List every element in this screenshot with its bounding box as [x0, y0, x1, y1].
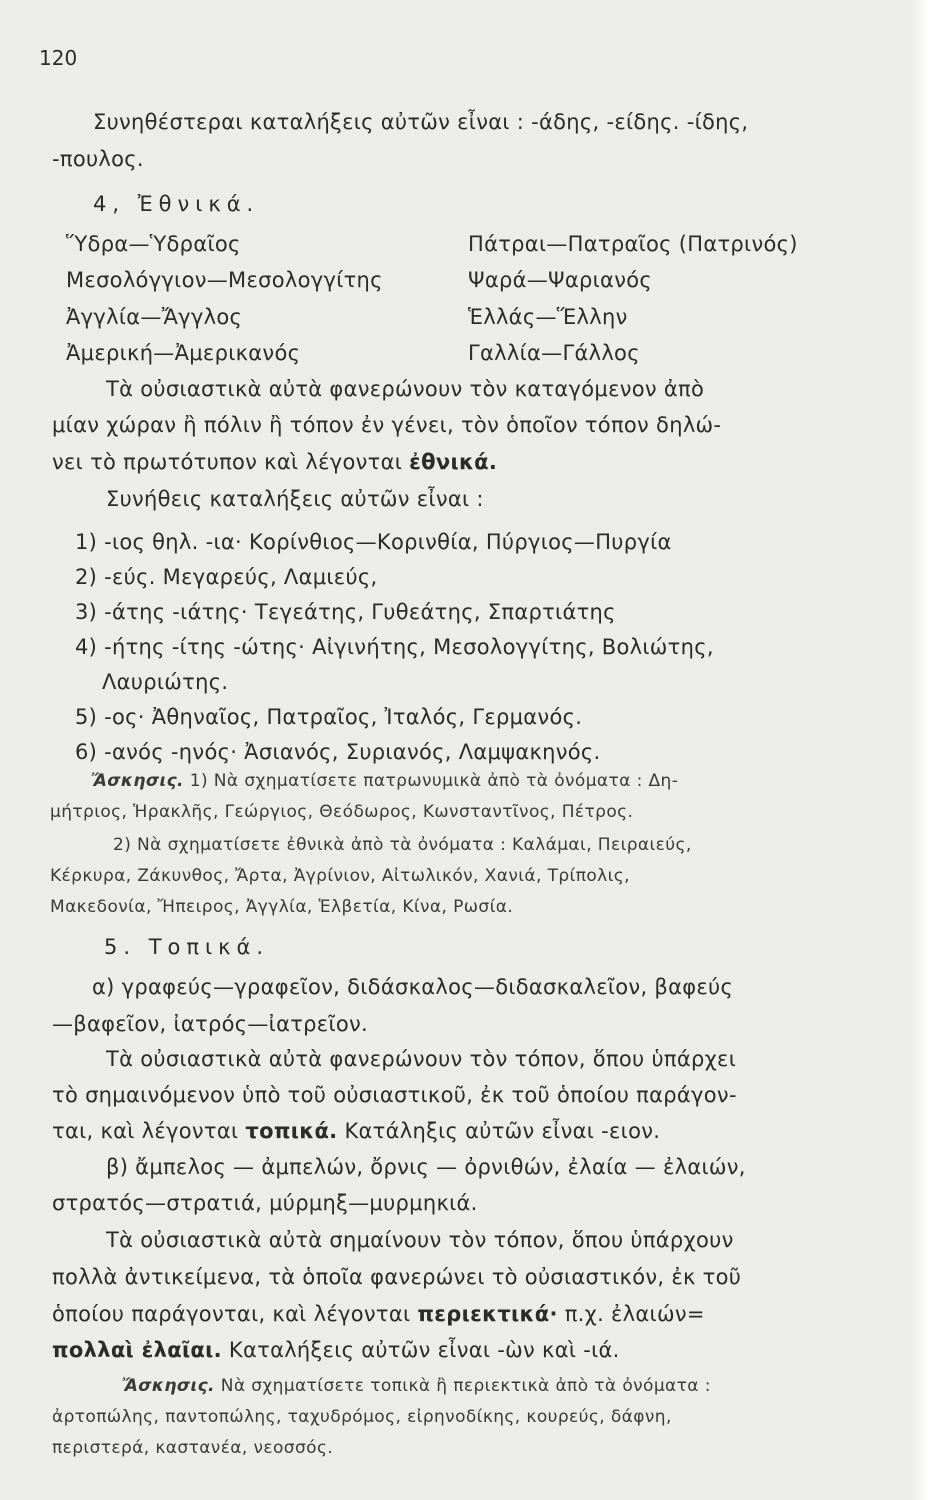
- section-heading-ethnika: 4, Ἐθνικά.: [93, 192, 260, 216]
- endings-intro: Συνήθεις καταλήξεις αὐτῶν εἶναι :: [106, 487, 484, 511]
- topika-exercise-line-1: [122, 1374, 711, 1398]
- topika-para2-l4-post: Καταλήξεις αὐτῶν εἶναι -ὼν καὶ -ιά.: [228, 1338, 620, 1362]
- topika-a-line-1: α) γραφεύς—γραφεῖον, διδάσκαλος—διδασκαλεῖον, βαφεύς: [92, 975, 734, 999]
- topika-a-line-2: —βαφεῖον, ἰατρός—ἰατρεῖον.: [52, 1012, 369, 1036]
- page-number: 120: [39, 46, 78, 70]
- ending-3: 3) -άτης -ιάτης· Τεγεάτης, Γυθεάτης, Σπαρτιάτης: [75, 600, 616, 624]
- topika-para2-line-1: Τὰ οὐσιαστικὰ αὐτὰ σημαίνουν τὸν τόπον, ὅπου ὑπάρχουν: [106, 1228, 734, 1252]
- section-heading-topika: 5. Τοπικά.: [104, 935, 270, 959]
- ending-6: 6) -ανός -ηνός· Ἀσιανός, Συριανός, Λαμψακηνός.: [75, 740, 601, 764]
- topika-para2-line-4: [52, 1336, 620, 1364]
- topika-para2-l4-bold: πολλαὶ ἐλαῖαι.: [52, 1338, 222, 1362]
- topika-para2-line-2: πολλὰ ἀντικείμενα, τὰ ὁποῖα φανερώνει τὸ οὐσιαστικόν, ἐκ τοῦ: [52, 1265, 742, 1289]
- topika-para1-line-3: [52, 1117, 660, 1145]
- exercise-line-3: 2) Νὰ σχηματίσετε ἐθνικὰ ἀπὸ τὰ ὀνόματα : Καλάμαι, Πειραιεύς,: [113, 835, 692, 855]
- topika-para1-post: Κατάληξις αὐτῶν εἶναι -ειον.: [344, 1119, 661, 1143]
- topika-para2-line-3: [52, 1300, 705, 1328]
- term-periektika: περιεκτικά·: [417, 1302, 558, 1326]
- pair-right-4: Γαλλία—Γάλλος: [468, 341, 640, 365]
- pair-left-2: Μεσολόγγιον—Μεσολογγίτης: [66, 268, 383, 292]
- pair-right-3: Ἑλλάς—Ἕλλην: [468, 305, 628, 329]
- ending-2: 2) -εύς. Μεγαρεύς, Λαμιεύς,: [75, 565, 378, 589]
- topika-exercise-text-1: Νὰ σχηματίσετε τοπικὰ ἢ περιεκτικὰ ἀπὸ τὰ ὀνόματα :: [220, 1376, 711, 1396]
- ending-4-cont: Λαυριώτης.: [102, 670, 229, 694]
- topika-exercise-label: Ἄσκησις.: [122, 1376, 215, 1396]
- term-ethnika: ἐθνικά.: [409, 450, 498, 474]
- topika-para1-line-2: τὸ σημαινόμενον ὑπὸ τοῦ οὐσιαστικοῦ, ἐκ τοῦ ὁποίου παράγον-: [52, 1083, 737, 1107]
- term-topika: τοπικά.: [245, 1119, 338, 1143]
- intro-line-2: -πουλος.: [52, 147, 144, 171]
- topika-para2-pre: ὁποίου παράγονται, καὶ λέγονται: [52, 1302, 411, 1326]
- ethnika-para-line-3: [52, 448, 497, 476]
- exercise-line-5: Μακεδονία, Ἤπειρος, Ἀγγλία, Ἑλβετία, Κίνα, Ρωσία.: [50, 897, 514, 917]
- ethnika-para-line-2: μίαν χώραν ἢ πόλιν ἢ τόπον ἐν γένει, τὸν ὁποῖον τόπον δηλώ-: [52, 413, 722, 437]
- ethnika-para-line-1: Τὰ οὐσιαστικὰ αὐτὰ φανερώνουν τὸν καταγόμενον ἀπὸ: [106, 377, 705, 401]
- exercise-line-1: [91, 769, 678, 793]
- topika-exercise-line-2: ἀρτοπώλης, παντοπώλης, ταχυδρόμος, εἰρηνοδίκης, κουρεύς, δάφνη,: [52, 1407, 672, 1427]
- intro-line-1: Συνηθέστεραι καταλήξεις αὐτῶν εἶναι : -άδης, -είδης. -ίδης,: [93, 110, 749, 134]
- ending-1: 1) -ιος θηλ. -ια· Κορίνθιος—Κορινθία, Πύργιος—Πυργία: [75, 530, 672, 554]
- topika-exercise-line-3: περιστερά, καστανέα, νεοσσός.: [52, 1438, 334, 1458]
- exercise-line-4: Κέρκυρα, Ζάκυνθος, Ἄρτα, Ἀγρίνιον, Αἰτωλικόν, Χανιά, Τρίπολις,: [50, 866, 630, 886]
- exercise-line-2: μήτριος, Ἡρακλῆς, Γεώργιος, Θεόδωρος, Κωνσταντῖνος, Πέτρος.: [50, 802, 634, 822]
- topika-para1-pre: ται, καὶ λέγονται: [52, 1119, 239, 1143]
- ending-4: 4) -ήτης -ίτης -ώτης· Αἰγινήτης, Μεσολογγίτης, Βολιώτης,: [75, 635, 714, 659]
- pair-right-1: Πάτραι—Πατραῖος (Πατρινός): [468, 232, 798, 256]
- topika-para2-post: π.χ. ἐλαιών=: [564, 1302, 705, 1326]
- pair-left-4: Ἀμερική—Ἀμερικανός: [66, 341, 301, 365]
- ending-5: 5) -ος· Ἀθηναῖος, Πατραῖος, Ἰταλός, Γερμανός.: [75, 705, 583, 729]
- pair-left-1: Ὕδρα—Ὑδραῖος: [66, 232, 241, 256]
- exercise-text-1: 1) Νὰ σχηματίσετε πατρωνυμικὰ ἀπὸ τὰ ὀνόματα : Δη-: [189, 771, 679, 791]
- page-edge: [912, 0, 928, 1500]
- topika-b-line-1: β) ἄμπελος — ἀμπελών, ὄρνις — ὀρνιθών, ἐλαία — ἐλαιών,: [106, 1155, 746, 1179]
- exercise-label: Ἄσκησις.: [91, 771, 184, 791]
- pair-left-3: Ἀγγλία—Ἄγγλος: [66, 305, 243, 329]
- topika-para1-line-1: Τὰ οὐσιαστικὰ αὐτὰ φανερώνουν τὸν τόπον, ὅπου ὑπάρχει: [106, 1047, 737, 1071]
- topika-b-line-2: στρατός—στρατιά, μύρμηξ—μυρμηκιά.: [52, 1191, 478, 1215]
- pair-right-2: Ψαρά—Ψαριανός: [468, 268, 652, 292]
- ethnika-para-text: νει τὸ πρωτότυπον καὶ λέγονται: [52, 450, 403, 474]
